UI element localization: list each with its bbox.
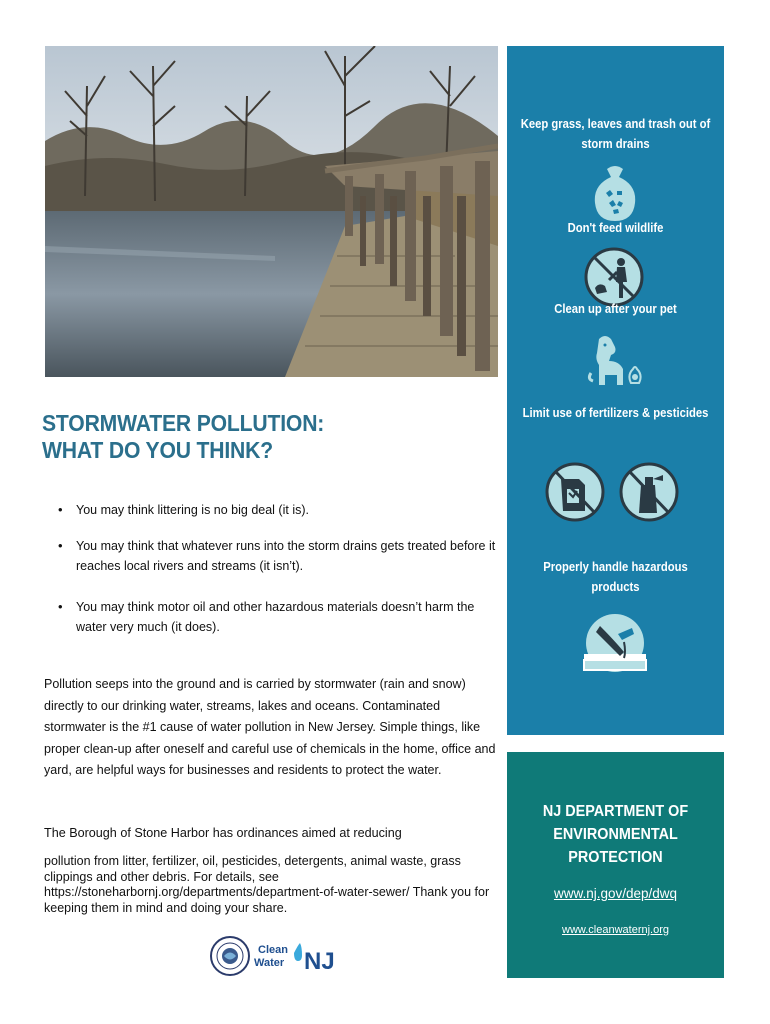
cleanwaternj-link[interactable]: www.cleanwaternj.org [562, 924, 669, 936]
tip-handle-hazardous-products: Properly handle hazardous products [543, 560, 688, 594]
dep-dwq-link[interactable]: www.nj.gov/dep/dwq [553, 886, 678, 901]
department-name: NJ DEPARTMENT OF ENVIRONMENTAL PROTECTION [542, 803, 689, 866]
bullet-item: • You may think motor oil and other hazardous materials doesn’t harm the water very much (it does). [55, 597, 500, 637]
tip-keep-storm-drains-clear: Keep grass, leaves and trash out of storm drains [520, 117, 711, 151]
tip-limit-fertilizers: Limit use of fertilizers & pesticides [522, 406, 709, 420]
hazardous-products-icon [580, 612, 650, 683]
tips-sidebar [507, 46, 724, 735]
title-line-1: STORMWATER POLLUTION: [42, 410, 325, 436]
tip-clean-up-after-pet: Clean up after your pet [554, 302, 677, 316]
department-contact-panel [507, 752, 724, 978]
ordinance-first-line: The Borough of Stone Harbor has ordinances aimed at reducing [44, 826, 402, 840]
ordinance-paragraph [44, 824, 504, 916]
pollution-paragraph: Pollution seeps into the ground and is carried by stormwater (rain and snow) directly to our drinking water, streams, lakes and oceans. Contaminated stormwater is the #1 cause of water pollution in New Jersey. Simple things, like proper clean-up after oneself and careful use of chemicals in the home, office and yard, are helpful ways for businesses and residents to protect the water. [44, 677, 496, 778]
svg-text:Water: Water [254, 957, 285, 969]
bullet-item: • You may think that whatever runs into the storm drains gets treated before it reaches local rivers and streams (it isn’t). [55, 536, 500, 576]
lake-boardwalk-photo [45, 46, 498, 377]
svg-text:NJ: NJ [304, 948, 335, 975]
svg-text:Clean: Clean [258, 944, 288, 956]
footer-logos [210, 935, 340, 977]
nj-dep-seal-logo [211, 937, 249, 975]
page-title [42, 410, 438, 464]
myth-bullet-list [55, 500, 500, 653]
ordinance-details: pollution from litter, fertilizer, oil, pesticides, detergents, animal waste, grass clippings and other debris. For details, see https://stoneharbornj.org/departments/department-of-water-sewer/ Thank you for keeping them in mind and doing your share. [44, 854, 490, 915]
tip-dont-feed-wildlife: Don't feed wildlife [567, 221, 664, 235]
dog-waste-bag-icon [585, 329, 649, 394]
no-fertilizer-icon [545, 461, 685, 528]
title-line-2: WHAT DO YOU THINK? [42, 437, 274, 463]
bullet-item: • You may think littering is no big deal (it is). [55, 500, 500, 520]
clean-water-nj-logo [254, 943, 335, 975]
